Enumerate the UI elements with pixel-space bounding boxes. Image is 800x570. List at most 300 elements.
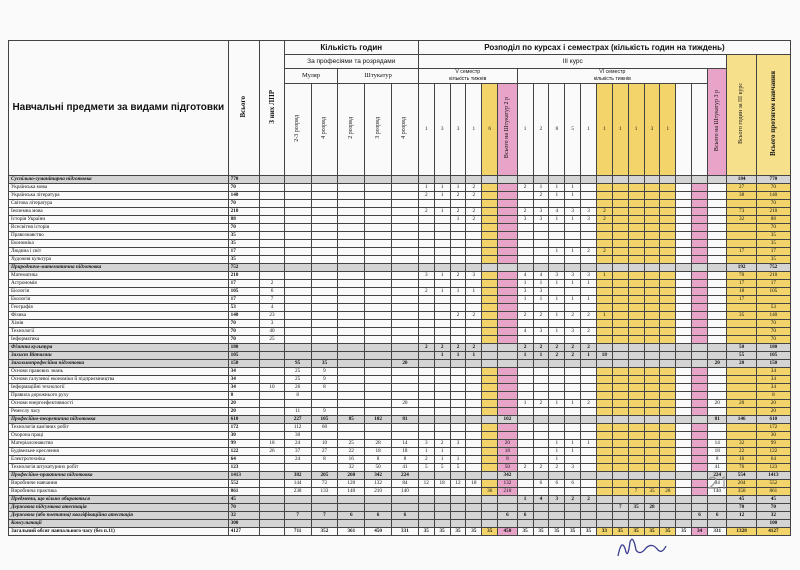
hours-cell: 184 bbox=[727, 176, 756, 184]
hours-cell bbox=[284, 304, 311, 312]
total-hours: 35 bbox=[228, 240, 260, 248]
hours-cell bbox=[533, 248, 549, 256]
hours-cell bbox=[498, 216, 518, 224]
hours-cell bbox=[338, 496, 365, 504]
subject-name: Предмети, що вільно обираються bbox=[9, 496, 229, 504]
hours-cell bbox=[450, 432, 466, 440]
hours-cell bbox=[365, 280, 392, 288]
hours-cell bbox=[644, 448, 660, 456]
hours-cell bbox=[466, 360, 482, 368]
hours-cell bbox=[365, 272, 392, 280]
hours-cell bbox=[628, 424, 644, 432]
hours-cell bbox=[498, 392, 518, 400]
hours-cell bbox=[418, 224, 434, 232]
hours-cell: 1 bbox=[549, 448, 565, 456]
hours-cell bbox=[365, 320, 392, 328]
hours-cell: 64 bbox=[756, 456, 790, 464]
hours-cell bbox=[628, 392, 644, 400]
week-col: 1 bbox=[466, 84, 482, 176]
hours-cell bbox=[418, 408, 434, 416]
hours-cell: 1 bbox=[596, 272, 612, 280]
hours-cell bbox=[727, 432, 756, 440]
hours-cell bbox=[450, 376, 466, 384]
header-rank4: 3 розряд bbox=[365, 84, 392, 176]
hours-cell bbox=[644, 184, 660, 192]
hours-cell: 1 bbox=[549, 280, 565, 288]
hours-cell: 4 bbox=[549, 208, 565, 216]
hours-cell bbox=[676, 352, 692, 360]
hours-cell bbox=[707, 296, 727, 304]
hours-cell bbox=[612, 456, 628, 464]
hours-cell bbox=[466, 256, 482, 264]
hours-cell bbox=[482, 384, 498, 392]
hours-cell bbox=[284, 224, 311, 232]
hours-cell bbox=[533, 304, 549, 312]
hours-cell bbox=[533, 392, 549, 400]
hours-cell bbox=[338, 360, 365, 368]
hours-cell bbox=[628, 200, 644, 208]
hours-cell bbox=[692, 376, 708, 384]
hours-cell bbox=[392, 408, 419, 416]
hours-cell bbox=[434, 336, 450, 344]
hours-cell: 2 bbox=[450, 192, 466, 200]
hours-cell bbox=[596, 432, 612, 440]
hours-cell: 4127 bbox=[756, 528, 790, 536]
hours-cell bbox=[311, 464, 338, 472]
hours-cell bbox=[533, 384, 549, 392]
hours-cell bbox=[565, 376, 581, 384]
hours-cell bbox=[498, 432, 518, 440]
hours-cell: 35 bbox=[434, 528, 450, 536]
hours-cell: 20 bbox=[392, 360, 419, 368]
hours-cell bbox=[533, 512, 549, 520]
table-row bbox=[9, 480, 791, 488]
hours-cell bbox=[727, 392, 756, 400]
hours-cell bbox=[707, 312, 727, 320]
hours-cell: 70 bbox=[727, 504, 756, 512]
hours-cell bbox=[466, 392, 482, 400]
hours-cell bbox=[482, 200, 498, 208]
hours-cell bbox=[727, 336, 756, 344]
hours-cell bbox=[549, 264, 565, 272]
hours-cell: 1 bbox=[533, 352, 549, 360]
hours-cell bbox=[565, 472, 581, 480]
hours-cell bbox=[676, 408, 692, 416]
hours-cell: 6 bbox=[517, 512, 533, 520]
week-col: 3 bbox=[644, 84, 660, 176]
hours-cell bbox=[628, 440, 644, 448]
hours-cell bbox=[517, 336, 533, 344]
hours-cell: 18 bbox=[498, 448, 518, 456]
hours-cell bbox=[596, 288, 612, 296]
hours-cell: 2 bbox=[581, 496, 597, 504]
hours-cell bbox=[612, 312, 628, 320]
hours-cell: 35 bbox=[644, 528, 660, 536]
hours-cell bbox=[596, 336, 612, 344]
total-hours: 210 bbox=[228, 208, 260, 216]
hours-cell bbox=[628, 400, 644, 408]
hours-cell bbox=[727, 384, 756, 392]
total-hours: 20 bbox=[228, 408, 260, 416]
hours-cell bbox=[628, 296, 644, 304]
hours-cell: 5 bbox=[450, 464, 466, 472]
hours-cell bbox=[260, 424, 284, 432]
hours-cell bbox=[284, 248, 311, 256]
hours-cell bbox=[565, 304, 581, 312]
hours-cell: 192 bbox=[727, 264, 756, 272]
hours-cell bbox=[596, 320, 612, 328]
hours-cell bbox=[533, 448, 549, 456]
hours-cell bbox=[692, 440, 708, 448]
hours-cell: 2 bbox=[565, 344, 581, 352]
hours-cell: 20 bbox=[756, 408, 790, 416]
hours-cell bbox=[644, 440, 660, 448]
hours-cell bbox=[284, 184, 311, 192]
hours-cell bbox=[260, 392, 284, 400]
hours-cell bbox=[644, 424, 660, 432]
hours-cell: 70 bbox=[756, 184, 790, 192]
subject-name: Виробнича практика bbox=[9, 488, 229, 496]
hours-cell bbox=[581, 456, 597, 464]
hours-cell bbox=[644, 432, 660, 440]
hours-cell bbox=[482, 296, 498, 304]
hours-cell bbox=[533, 424, 549, 432]
hours-cell: 2 bbox=[517, 312, 533, 320]
table-row bbox=[9, 464, 791, 472]
hours-cell bbox=[612, 472, 628, 480]
total-hours: 172 bbox=[228, 424, 260, 432]
hours-cell bbox=[660, 344, 676, 352]
header-by-prof: За професіями та розрядами bbox=[284, 55, 418, 69]
hours-cell bbox=[676, 216, 692, 224]
hours-cell: 6 bbox=[365, 512, 392, 520]
hours-cell: 112 bbox=[284, 424, 311, 432]
hours-cell bbox=[482, 256, 498, 264]
hours-cell: 36 bbox=[482, 488, 498, 496]
hours-cell bbox=[660, 424, 676, 432]
hours-cell bbox=[612, 368, 628, 376]
subject-name: Державна підсумкова атестація bbox=[9, 504, 229, 512]
hours-cell bbox=[450, 336, 466, 344]
hours-cell: 23 bbox=[260, 312, 284, 320]
hours-cell bbox=[450, 384, 466, 392]
hours-cell bbox=[707, 328, 727, 336]
hours-cell bbox=[660, 296, 676, 304]
hours-cell bbox=[581, 368, 597, 376]
hours-cell bbox=[565, 520, 581, 528]
total-hours: 34 bbox=[228, 376, 260, 384]
hours-cell bbox=[338, 408, 365, 416]
table-row bbox=[9, 232, 791, 240]
hours-cell bbox=[644, 520, 660, 528]
hours-cell bbox=[612, 352, 628, 360]
hours-cell bbox=[466, 200, 482, 208]
hours-cell bbox=[660, 328, 676, 336]
hours-cell: 99 bbox=[756, 440, 790, 448]
hours-cell bbox=[311, 184, 338, 192]
hours-cell bbox=[549, 240, 565, 248]
hours-cell bbox=[628, 176, 644, 184]
hours-cell bbox=[498, 496, 518, 504]
hours-cell bbox=[365, 288, 392, 296]
hours-cell bbox=[311, 328, 338, 336]
hours-cell: 2 bbox=[450, 208, 466, 216]
header-sem5-total: Всього на Штукатур 2 р bbox=[498, 84, 518, 176]
subject-name: Правознавство bbox=[9, 232, 229, 240]
header-rank5: 4 розряд bbox=[392, 84, 419, 176]
hours-cell bbox=[311, 520, 338, 528]
hours-cell: 3 bbox=[565, 272, 581, 280]
table-row bbox=[9, 440, 791, 448]
week-col: 1 bbox=[612, 84, 628, 176]
hours-cell: 2 bbox=[466, 208, 482, 216]
hours-cell bbox=[644, 248, 660, 256]
hours-cell bbox=[612, 464, 628, 472]
hours-cell: 7 bbox=[311, 512, 338, 520]
hours-cell bbox=[612, 488, 628, 496]
hours-cell bbox=[284, 280, 311, 288]
hours-cell bbox=[676, 432, 692, 440]
hours-cell bbox=[628, 232, 644, 240]
hours-cell bbox=[260, 432, 284, 440]
hours-cell bbox=[392, 432, 419, 440]
hours-cell bbox=[311, 352, 338, 360]
hours-cell bbox=[596, 360, 612, 368]
subject-name: Ремеслу часу bbox=[9, 408, 229, 416]
hours-cell: 210 bbox=[756, 272, 790, 280]
hours-cell bbox=[707, 216, 727, 224]
hours-cell: 35 bbox=[727, 312, 756, 320]
week-col bbox=[676, 84, 692, 176]
hours-cell bbox=[612, 192, 628, 200]
hours-cell bbox=[628, 328, 644, 336]
hours-cell: 6 bbox=[692, 512, 708, 520]
hours-cell bbox=[260, 360, 284, 368]
hours-cell bbox=[392, 352, 419, 360]
hours-cell bbox=[549, 408, 565, 416]
subject-name: Астрономія bbox=[9, 280, 229, 288]
hours-cell: 140 bbox=[338, 488, 365, 496]
hours-cell bbox=[392, 424, 419, 432]
hours-cell: 2 bbox=[466, 192, 482, 200]
hours-cell: 60 bbox=[311, 424, 338, 432]
hours-cell: 95 bbox=[284, 360, 311, 368]
hours-cell bbox=[692, 208, 708, 216]
hours-cell bbox=[482, 352, 498, 360]
hours-cell bbox=[365, 496, 392, 504]
hours-cell bbox=[338, 248, 365, 256]
hours-cell bbox=[498, 320, 518, 328]
hours-cell bbox=[482, 440, 498, 448]
total-hours: 552 bbox=[228, 480, 260, 488]
hours-cell bbox=[418, 472, 434, 480]
hours-cell: 1 bbox=[418, 448, 434, 456]
hours-cell bbox=[596, 376, 612, 384]
hours-cell bbox=[565, 288, 581, 296]
hours-cell bbox=[365, 368, 392, 376]
hours-cell bbox=[565, 200, 581, 208]
hours-cell bbox=[338, 296, 365, 304]
hours-cell: 12 bbox=[418, 480, 434, 488]
hours-cell: 1 bbox=[517, 400, 533, 408]
hours-cell bbox=[466, 496, 482, 504]
hours-cell bbox=[482, 280, 498, 288]
hours-cell bbox=[727, 224, 756, 232]
hours-cell bbox=[466, 304, 482, 312]
hours-cell bbox=[644, 320, 660, 328]
hours-cell: 32 bbox=[727, 216, 756, 224]
week-col: 1 bbox=[517, 84, 533, 176]
hours-cell: 6 bbox=[498, 512, 518, 520]
table-row bbox=[9, 376, 791, 384]
hours-cell bbox=[311, 192, 338, 200]
week-col: 1 bbox=[628, 84, 644, 176]
hours-cell bbox=[549, 488, 565, 496]
hours-cell: 16 bbox=[727, 456, 756, 464]
hours-cell bbox=[466, 384, 482, 392]
hours-cell bbox=[660, 448, 676, 456]
total-hours: 70 bbox=[228, 336, 260, 344]
hours-cell bbox=[581, 392, 597, 400]
hours-cell bbox=[565, 504, 581, 512]
hours-cell: 2 bbox=[581, 312, 597, 320]
hours-cell bbox=[311, 400, 338, 408]
hours-cell: 140 bbox=[707, 488, 727, 496]
hours-cell bbox=[482, 264, 498, 272]
hours-cell bbox=[365, 344, 392, 352]
hours-cell: 1413 bbox=[756, 472, 790, 480]
hours-cell bbox=[450, 176, 466, 184]
hours-cell bbox=[628, 448, 644, 456]
hours-cell bbox=[612, 424, 628, 432]
hours-cell: 5 bbox=[434, 464, 450, 472]
hours-cell bbox=[311, 296, 338, 304]
hours-cell bbox=[517, 480, 533, 488]
hours-cell bbox=[482, 208, 498, 216]
hours-cell bbox=[450, 200, 466, 208]
hours-cell bbox=[498, 200, 518, 208]
hours-cell: 3 bbox=[517, 288, 533, 296]
hours-cell bbox=[581, 192, 597, 200]
hours-cell bbox=[498, 176, 518, 184]
hours-cell bbox=[466, 280, 482, 288]
subject-name: Державна (або поетапна) кваліфікаційна атестація bbox=[9, 512, 229, 520]
hours-cell bbox=[260, 184, 284, 192]
hours-cell bbox=[727, 368, 756, 376]
hours-cell bbox=[365, 232, 392, 240]
subject-name: Інформатика bbox=[9, 336, 229, 344]
hours-cell: 35 bbox=[482, 528, 498, 536]
hours-cell bbox=[311, 176, 338, 184]
hours-cell: 140 bbox=[392, 488, 419, 496]
total-hours: 105 bbox=[228, 352, 260, 360]
hours-cell bbox=[692, 200, 708, 208]
subject-name: Біологія bbox=[9, 288, 229, 296]
hours-cell bbox=[365, 312, 392, 320]
hours-cell bbox=[596, 384, 612, 392]
hours-cell bbox=[482, 504, 498, 512]
hours-cell bbox=[450, 240, 466, 248]
total-hours: 752 bbox=[228, 264, 260, 272]
hours-cell: 105 bbox=[311, 416, 338, 424]
hours-cell bbox=[392, 200, 419, 208]
hours-cell bbox=[434, 416, 450, 424]
hours-cell bbox=[338, 400, 365, 408]
hours-cell bbox=[628, 248, 644, 256]
hours-cell: 35 bbox=[466, 528, 482, 536]
hours-cell bbox=[612, 184, 628, 192]
subject-name: Фізика bbox=[9, 312, 229, 320]
hours-cell: 3 bbox=[581, 216, 597, 224]
hours-cell bbox=[434, 328, 450, 336]
subject-name: Суспільно-гуманітарна підготовка bbox=[9, 176, 229, 184]
hours-cell bbox=[311, 224, 338, 232]
hours-cell bbox=[392, 184, 419, 192]
hours-cell: 84 bbox=[392, 480, 419, 488]
hours-cell: 20 bbox=[707, 360, 727, 368]
hours-cell bbox=[644, 384, 660, 392]
hours-cell bbox=[392, 520, 419, 528]
hours-cell bbox=[498, 256, 518, 264]
table-row bbox=[9, 504, 791, 512]
table-row bbox=[9, 448, 791, 456]
handwritten-annotation bbox=[706, 474, 734, 492]
hours-cell bbox=[311, 320, 338, 328]
subject-name: Історія України bbox=[9, 216, 229, 224]
week-col: 3 bbox=[434, 84, 450, 176]
hours-cell: 70 bbox=[727, 272, 756, 280]
hours-cell bbox=[644, 328, 660, 336]
hours-cell bbox=[707, 192, 727, 200]
hours-cell bbox=[450, 488, 466, 496]
hours-cell bbox=[365, 224, 392, 232]
hours-cell bbox=[482, 448, 498, 456]
week-col: 1 bbox=[660, 84, 676, 176]
hours-cell: 3 bbox=[565, 208, 581, 216]
hours-cell bbox=[466, 248, 482, 256]
subject-name: Професійно-практична підготовка bbox=[9, 472, 229, 480]
table-row bbox=[9, 456, 791, 464]
hours-cell bbox=[338, 272, 365, 280]
hours-cell: 70 bbox=[756, 320, 790, 328]
hours-cell bbox=[450, 320, 466, 328]
hours-cell: 18 bbox=[260, 440, 284, 448]
hours-cell bbox=[392, 384, 419, 392]
hours-cell bbox=[517, 368, 533, 376]
hours-cell bbox=[612, 416, 628, 424]
hours-cell bbox=[260, 368, 284, 376]
hours-cell bbox=[596, 488, 612, 496]
hours-cell bbox=[612, 336, 628, 344]
hours-cell bbox=[418, 520, 434, 528]
hours-cell bbox=[612, 304, 628, 312]
hours-cell bbox=[676, 248, 692, 256]
hours-cell bbox=[533, 432, 549, 440]
hours-cell bbox=[596, 264, 612, 272]
hours-cell bbox=[482, 496, 498, 504]
hours-cell bbox=[727, 320, 756, 328]
hours-cell bbox=[338, 216, 365, 224]
hours-cell bbox=[450, 280, 466, 288]
hours-cell: 361 bbox=[338, 528, 365, 536]
table-row bbox=[9, 520, 791, 528]
hours-cell bbox=[338, 232, 365, 240]
hours-cell bbox=[392, 296, 419, 304]
hours-cell bbox=[612, 272, 628, 280]
hours-cell bbox=[692, 328, 708, 336]
hours-cell bbox=[612, 384, 628, 392]
hours-cell bbox=[612, 512, 628, 520]
